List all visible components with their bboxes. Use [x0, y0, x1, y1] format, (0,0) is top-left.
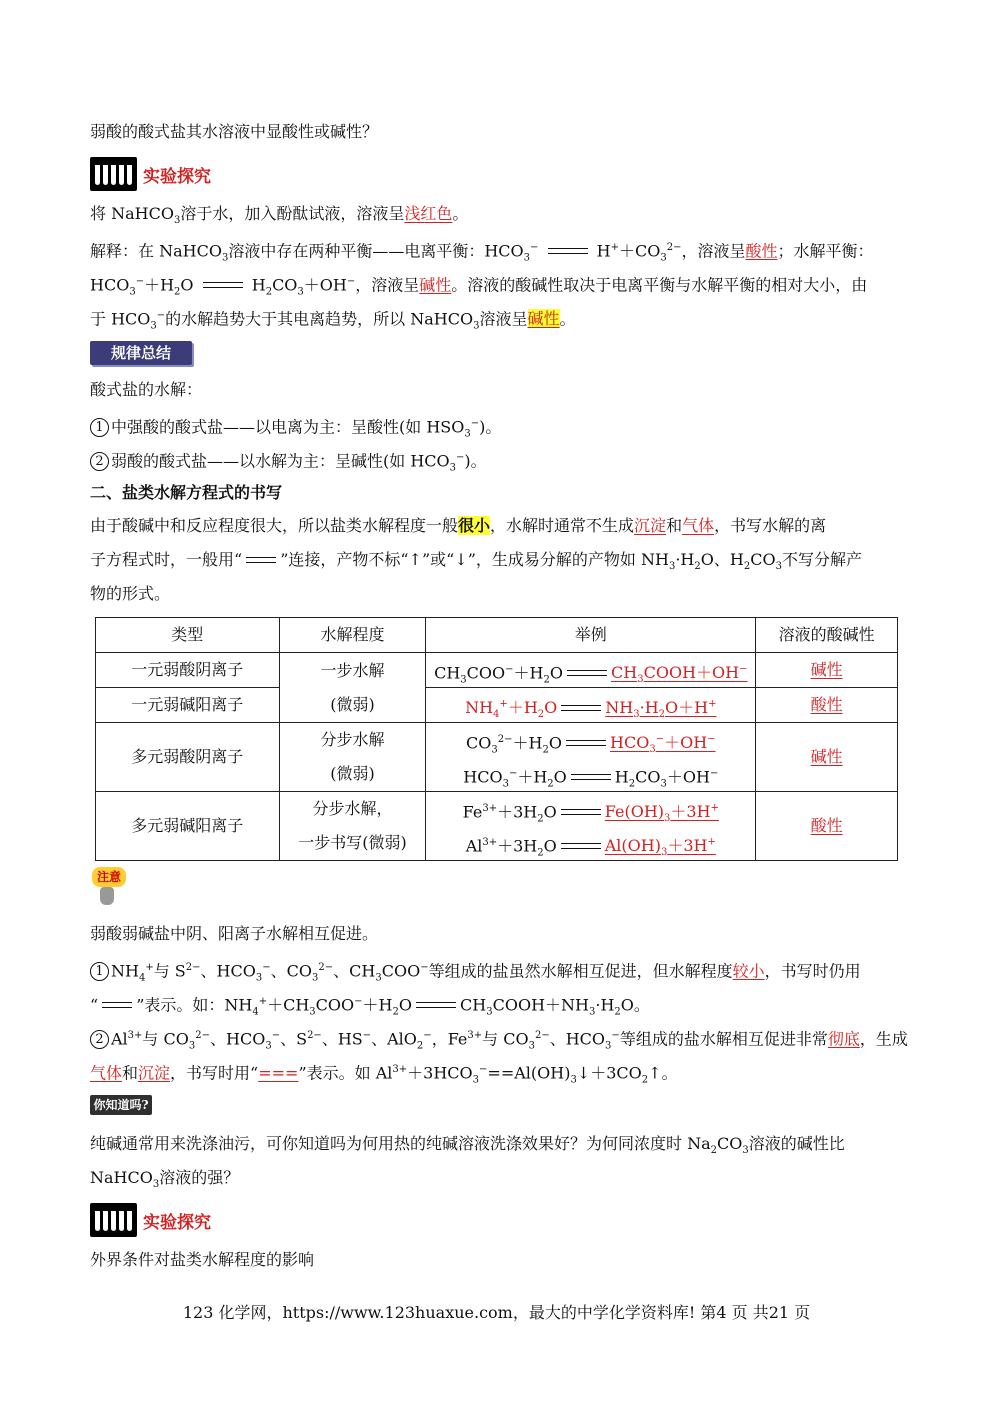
note-item-2-line1: 2 $Al^{3+}$与 $CO_3^{2-}$、$HCO_3^-$、$S^{2-}$、HS−、AlO$_2$−，$Fe^{3+}$与 $CO_3^{2-}$、$HCO_3^-$等组成的盐水解相互促进非常彻底，生成: [90, 1026, 905, 1057]
table-cell-nature: 酸性: [810, 695, 843, 714]
hydrolysis-table: [95, 617, 898, 861]
table-cell-example: $HCO_3^-+H_2O$ $H_2CO_3+OH^-$: [463, 767, 719, 790]
section2-para-line2: 子方程式时，一般用“ ”连接，产物不标“↑”或“↓”，生成易分解的产物如 $NH_3\cdot H_2O$、$H_2CO_3$不写分解产: [90, 550, 862, 573]
table-cell-type: 多元弱碱阳离子: [131, 816, 244, 835]
table-cell-degree: 分步水解，: [312, 799, 393, 818]
answer-blank: 气体: [682, 516, 715, 535]
table-row: [96, 688, 898, 723]
equilibrium-arrow-icon: [203, 281, 243, 290]
exp1-line1: 将 NaHCO$_3$溶于水，加入酚酞试液，溶液呈浅红色。: [90, 204, 469, 227]
section-2-heading: 二、盐类水解方程式的书写: [90, 483, 283, 502]
did-you-know-tag: 你知道吗?: [90, 1095, 152, 1115]
table-cell-degree: 一步书写(微弱): [298, 833, 407, 852]
table-cell-example: $Al^{3+}+3H_2O$ $Al(OH)_3+3H^+$: [465, 836, 716, 859]
note-item-2-line2: 气体和沉淀，书写时用“===”表示。如 $Al^{3+}+3HCO_3^-==Al(OH)_3↓+3CO_2↑$。: [90, 1063, 678, 1086]
equilibrium-arrow-icon: [246, 556, 276, 565]
note-item-1-line2: “ ”表示。如：$NH_4^++CH_3COO^-+H_2O$ $CH_3COOH+NH_3\cdot H_2O$。: [90, 995, 650, 1018]
answer-blank: 很小: [458, 516, 491, 535]
answer-blank: 碱性: [419, 275, 452, 295]
rule-title: 酸式盐的水解：: [90, 380, 203, 399]
answer-blank: 碱性: [527, 309, 560, 329]
answer-blank: 浅红色: [404, 204, 453, 223]
table-header: 溶液的酸碱性: [778, 625, 875, 644]
table-cell-example: $CH_3COO^-+H_2O$ $CH_3COOH+OH^-$: [434, 663, 748, 686]
table-row: [96, 653, 898, 688]
answer-blank: 沉淀: [634, 516, 667, 535]
table-cell-example: $NH_4^++H_2O$ $NH_3\cdot H_2O+H^+$: [465, 698, 717, 721]
intro-question: 弱酸的酸式盐其水溶液中显酸性或碱性？: [90, 122, 379, 141]
exp1-line2: 解释：在 NaHCO$_3$溶液中存在两种平衡——电离平衡：$HCO_3^-$ $H^++CO_3^{2-}$，溶液呈酸性；水解平衡：: [90, 241, 874, 264]
experiment-badge-label: 实验探究: [143, 166, 211, 187]
exp2-text: 外界条件对盐类水解程度的影响: [90, 1250, 315, 1269]
know-line1: 纯碱通常用来洗涤油污，可你知道吗为何用热的纯碱溶液洗涤效果好？为何同浓度时 $Na_2CO_3$溶液的碱性比: [90, 1134, 845, 1157]
experiment-badge: [90, 1203, 211, 1237]
table-header-row: [96, 618, 898, 653]
table-cell-nature: 酸性: [810, 816, 843, 835]
answer-blank: 沉淀: [138, 1063, 171, 1083]
table-header: 水解程度: [320, 625, 385, 644]
rule-item-1: 1 中强酸的酸式盐——以电离为主：呈酸性(如 $HSO_3^-$)。: [90, 414, 905, 445]
test-tubes-icon: [90, 1203, 137, 1237]
answer-blank: 较小: [732, 961, 765, 981]
answer-blank: 彻底: [827, 1029, 860, 1049]
table-cell-nature: 碱性: [810, 660, 843, 679]
table-cell-degree: 一步水解: [320, 660, 385, 680]
note-title: 弱酸弱碱盐中阴、阳离子水解相互促进。: [90, 924, 379, 943]
rule-item-2: 2 弱酸的酸式盐——以水解为主：呈碱性(如 $HCO_3^-$)。: [90, 448, 905, 479]
answer-blank: 气体: [90, 1063, 123, 1083]
answer-blank: 酸性: [745, 241, 778, 261]
table-cell-degree: (微弱): [330, 694, 375, 714]
exp1-line4: 于 $HCO_3^-$的水解趋势大于其电离趋势，所以 NaHCO$_3$溶液呈碱性。: [90, 309, 576, 332]
table-cell-example: $CO_3^{2-}+H_2O$ $HCO_3^-+OH^-$: [466, 733, 716, 756]
table-cell-type: 一元弱碱阳离子: [131, 695, 244, 714]
table-cell-type: 一元弱酸阴离子: [131, 660, 244, 679]
note-hand-icon: 注意: [92, 867, 126, 905]
answer-blank: ===: [258, 1063, 299, 1083]
test-tubes-icon: [90, 157, 137, 191]
table-row: [96, 792, 898, 861]
table-cell-degree: (微弱): [330, 764, 375, 783]
table-cell-nature: 碱性: [810, 747, 843, 766]
table-header: 类型: [171, 625, 204, 644]
table-header: 举例: [574, 625, 607, 644]
experiment-badge: [90, 157, 211, 191]
rule-summary-tag: 规律总结: [90, 341, 192, 365]
page-footer: 123 化学网，https://www.123huaxue.com，最大的中学化学资料库! 第4 页 共21 页: [182, 1303, 811, 1322]
table-cell-type: 多元弱酸阴离子: [131, 747, 244, 766]
equilibrium-arrow-icon: [548, 247, 588, 256]
table-row: [96, 723, 898, 792]
table-cell-example: $Fe^{3+}+3H_2O$ $Fe(OH)_3+3H^+$: [462, 802, 719, 825]
section2-para-line1: 由于酸碱中和反应程度很大，所以盐类水解程度一般很小，水解时通常不生成沉淀和气体，书写水解的离: [90, 516, 827, 535]
table-cell-degree: 分步水解: [320, 730, 385, 749]
note-item-1-line1: 1 $NH_4^+$与 $S^{2-}$、$HCO_3^-$、$CO_3^{2-}$、$CH_3COO^-$等组成的盐虽然水解相互促进，但水解程度较小，书写时仍用: [90, 958, 905, 989]
exp1-line3: $HCO_3^-+H_2O$ $H_2CO_3+OH^-$，溶液呈碱性。溶液的酸碱性取决于电离平衡与水解平衡的相对大小，由: [90, 275, 868, 298]
section2-para-line3: 物的形式。: [90, 584, 171, 603]
experiment-badge-label: 实验探究: [143, 1212, 211, 1233]
know-line2: NaHCO$_3$溶液的强？: [90, 1168, 240, 1191]
